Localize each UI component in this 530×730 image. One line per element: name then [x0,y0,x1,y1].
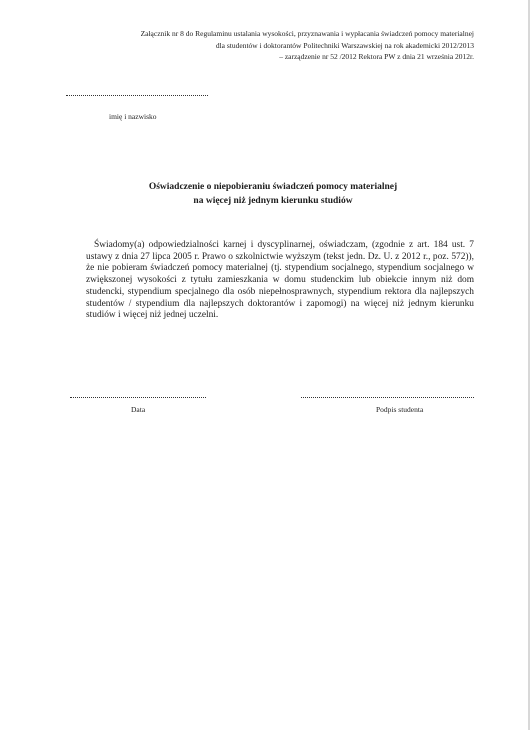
header-line-3: – zarządzenie nr 52 /2012 Rektora PW z dnia 21 września 2012r. [279,52,474,61]
signature-dotted-line[interactable] [301,397,474,398]
header-line-1: Załącznik nr 8 do Regulaminu ustalania wysokości, przyznawania i wypłacania świadczeń pomocy materialnej [140,29,474,38]
title-line-1: Oświadczenie o niepobieraniu świadczeń pomocy materialnej [148,182,398,192]
attachment-header [80,28,474,63]
document-title [118,180,428,208]
signature-label: Podpis studenta [376,405,424,414]
date-dotted-line[interactable] [70,397,206,398]
title-line-2: na więcej niż jednym kierunku studiów [193,196,353,206]
name-dotted-line[interactable] [66,95,208,96]
name-field-label: imię i nazwisko [109,112,157,121]
declaration-body [86,240,474,322]
date-label: Data [131,405,146,414]
header-line-2: dla studentów i doktorantów Politechniki Warszawskiej na rok akademicki 2012/2013 [215,40,474,50]
declaration-paragraph: Świadomy(a) odpowiedzialności karnej i dyscyplinarnej, oświadczam, (zgodnie z art. 184 ust. 7 ustawy z dnia 27 lipca 2005 r. Prawo o szkolnictwie wyższym (tekst jedn. Dz. U. z 2012 r., poz. 572)), że nie pobieram świadczeń pomocy materialnej (tj. stypendium socjalnego, stypendium socjalnego w zwiększonej wysokości z tytułu zamieszkania w domu studenckim lub obiekcie innym niż dom studencki, stypendium specjalnego dla osób niepełnosprawnych, stypendium rektora dla najlepszych studentów / stypendium dla najlepszych doktorantów i zapomogi) na więcej niż jednym kierunku studiów i więcej niż jednej uczelni. [86,240,474,321]
